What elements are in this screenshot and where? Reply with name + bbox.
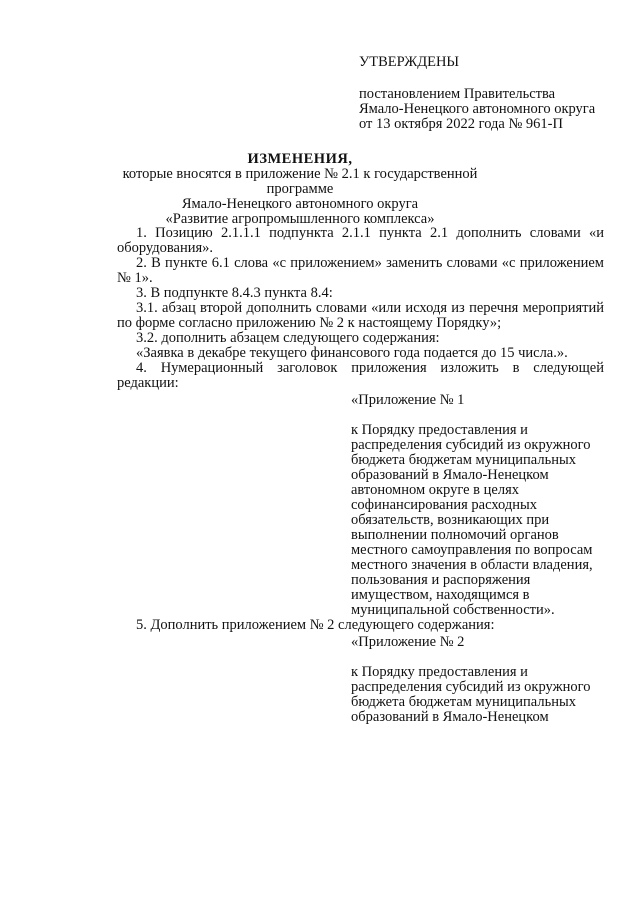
approval-line: Ямало-Ненецкого автономного округа xyxy=(359,101,596,117)
appendix-1-line: софинансирования расходных xyxy=(351,497,537,513)
appendix-1-line: выполнении полномочий органов xyxy=(351,527,559,543)
appendix-1-line: распределения субсидий из окружного xyxy=(351,437,591,453)
appendix-1-line: автономном округе в целях xyxy=(351,482,520,498)
appendix-2-line: бюджета бюджетам муниципальных xyxy=(351,694,576,710)
approval-block xyxy=(359,55,629,132)
paragraph-5: 5. Дополнить приложением № 2 следующего содержания: xyxy=(136,617,495,633)
document-body xyxy=(117,226,604,725)
appendix-1-line: обязательств, возникающих при xyxy=(351,512,550,528)
heading-title: ИЗМЕНЕНИЯ, xyxy=(247,151,353,167)
paragraph-3-1: 3.1. абзац второй дополнить словами «или исходя из перечня мероприятий по форме согласно приложению № 2 к настоящему Порядку»; xyxy=(117,300,604,331)
paragraph-4: 4. Нумерационный заголовок приложения изложить в следующей редакции: xyxy=(117,360,604,391)
paragraph-3-2: 3.2. дополнить абзацем следующего содержания: xyxy=(136,330,440,346)
heading-line: Ямало-Ненецкого автономного округа xyxy=(181,196,419,212)
appendix-1-block xyxy=(351,393,611,618)
appendix-2-title: «Приложение № 2 xyxy=(351,634,465,650)
document-heading xyxy=(110,152,490,227)
appendix-1-title: «Приложение № 1 xyxy=(351,392,465,408)
appendix-1-line: пользования и распоряжения xyxy=(351,572,531,588)
appendix-2-line: образований в Ямало-Ненецком xyxy=(351,709,549,725)
appendix-1-line: бюджета бюджетам муниципальных xyxy=(351,452,576,468)
paragraph-1: 1. Позицию 2.1.1.1 подпункта 2.1.1 пункта 2.1 дополнить словами «и оборудования». xyxy=(117,225,604,256)
appendix-1-line: к Порядку предоставления и xyxy=(351,422,528,438)
heading-line: которые вносятся в приложение № 2.1 к государственной программе xyxy=(122,166,478,197)
paragraph-3: 3. В подпункте 8.4.3 пункта 8.4: xyxy=(136,285,333,301)
appendix-2-block xyxy=(351,635,611,725)
appendix-2-line: к Порядку предоставления и xyxy=(351,664,528,680)
heading-line: «Развитие агропромышленного комплекса» xyxy=(165,211,435,227)
paragraph-quote: «Заявка в декабре текущего финансового года подается до 15 числа.». xyxy=(136,345,568,361)
appendix-2-line: распределения субсидий из окружного xyxy=(351,679,591,695)
approved-label: УТВЕРЖДЕНЫ xyxy=(359,54,460,70)
approval-line: постановлением Правительства xyxy=(359,86,556,102)
appendix-1-line: местного самоуправления по вопросам xyxy=(351,542,593,558)
appendix-1-line: муниципальной собственности». xyxy=(351,602,555,618)
approval-line: от 13 октября 2022 года № 961-П xyxy=(359,116,563,132)
appendix-1-line: имуществом, находящимся в xyxy=(351,587,530,603)
paragraph-2: 2. В пункте 6.1 слова «с приложением» заменить словами «с приложением № 1». xyxy=(117,255,604,286)
appendix-1-line: местного значения в области владения, xyxy=(351,557,593,573)
appendix-1-line: образований в Ямало-Ненецком xyxy=(351,467,549,483)
